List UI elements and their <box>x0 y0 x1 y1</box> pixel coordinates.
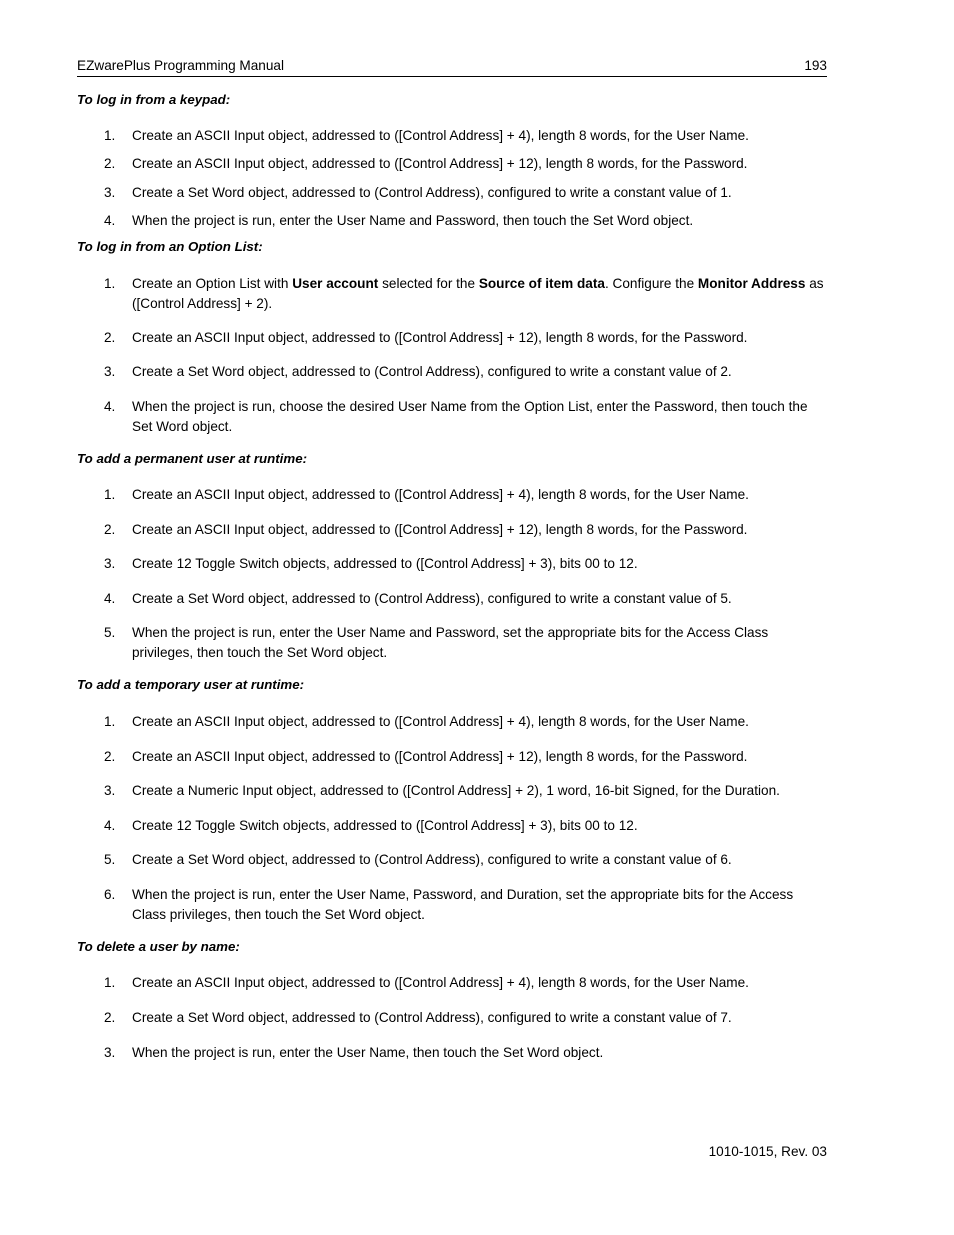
manual-title: EZwarePlus Programming Manual <box>77 58 285 73</box>
list-number: 2. <box>104 522 116 537</box>
list-number: 3. <box>104 364 116 379</box>
text-run: selected for the <box>378 276 479 291</box>
list-number: 4. <box>104 591 116 606</box>
list-number: 1. <box>104 487 116 502</box>
list-number: 6. <box>104 887 116 902</box>
list-number: 1. <box>104 714 116 729</box>
page-header <box>77 57 827 77</box>
list-number: 4. <box>104 213 116 228</box>
section-heading: To log in from a keypad: <box>77 92 231 107</box>
list-text: Create 12 Toggle Switch objects, addressed to ([Control Address] + 3), bits 00 to 12. <box>132 818 638 833</box>
list-text: Create an ASCII Input object, addressed to ([Control Address] + 12), length 8 words, for the Password. <box>132 156 748 171</box>
list-text: Create 12 Toggle Switch objects, addressed to ([Control Address] + 3), bits 00 to 12. <box>132 556 638 571</box>
bold-term: User account <box>292 276 379 291</box>
list-number: 4. <box>104 818 116 833</box>
list-text: When the project is run, choose the desired User Name from the Option List, enter the Password, then touch the Set Word object. <box>132 399 808 434</box>
list-text: Create a Numeric Input object, addressed to ([Control Address] + 2), 1 word, 16-bit Signed, for the Duration. <box>132 783 780 798</box>
list-number: 2. <box>104 749 116 764</box>
text-run: as ([Control Address] + 2). <box>132 276 824 311</box>
list-number: 3. <box>104 556 116 571</box>
list-number: 2. <box>104 1010 116 1025</box>
list-number: 5. <box>104 852 116 867</box>
list-number: 1. <box>104 276 116 291</box>
section-heading: To log in from an Option List: <box>77 239 263 254</box>
list-text: Create an ASCII Input object, addressed to ([Control Address] + 4), length 8 words, for the User Name. <box>132 714 749 729</box>
list-number: 2. <box>104 156 116 171</box>
list-text: Create an ASCII Input object, addressed to ([Control Address] + 4), length 8 words, for the User Name. <box>132 128 749 143</box>
list-text: Create a Set Word object, addressed to (Control Address), configured to write a constant value of 1. <box>132 185 732 200</box>
document-revision: 1010-1015, Rev. 03 <box>708 1144 827 1159</box>
bold-term: Source of item data <box>478 276 605 291</box>
section-heading: To add a temporary user at runtime: <box>77 677 305 692</box>
section-heading: To add a permanent user at runtime: <box>77 451 308 466</box>
list-text: When the project is run, enter the User Name, then touch the Set Word object. <box>132 1045 604 1060</box>
list-text: Create a Set Word object, addressed to (Control Address), configured to write a constant value of 5. <box>132 591 732 606</box>
page-number: 193 <box>804 58 827 73</box>
list-text: Create an ASCII Input object, addressed to ([Control Address] + 12), length 8 words, for the Password. <box>132 330 748 345</box>
section-heading: To delete a user by name: <box>77 939 240 954</box>
list-number: 3. <box>104 1045 116 1060</box>
list-number: 2. <box>104 330 116 345</box>
list-text: Create an ASCII Input object, addressed to ([Control Address] + 12), length 8 words, for the Password. <box>132 522 748 537</box>
list-text: Create a Set Word object, addressed to (Control Address), configured to write a constant value of 2. <box>132 364 732 379</box>
list-text: Create a Set Word object, addressed to (Control Address), configured to write a constant value of 6. <box>132 852 732 867</box>
list-text <box>132 274 827 313</box>
list-text: When the project is run, enter the User Name and Password, then touch the Set Word object. <box>132 213 694 228</box>
text-run: Create an Option List with <box>132 276 293 291</box>
list-text: When the project is run, enter the User Name, Password, and Duration, set the appropriate bits for the Access Class privileges, then touch the Set Word object. <box>132 887 794 922</box>
list-number: 5. <box>104 625 116 640</box>
list-text: Create an ASCII Input object, addressed to ([Control Address] + 4), length 8 words, for the User Name. <box>132 975 749 990</box>
list-number: 1. <box>104 975 116 990</box>
list-text: Create a Set Word object, addressed to (Control Address), configured to write a constant value of 7. <box>132 1010 732 1025</box>
text-run: . Configure the <box>604 276 698 291</box>
list-number: 4. <box>104 399 116 414</box>
bold-term: Monitor Address <box>697 276 806 291</box>
list-number: 3. <box>104 783 116 798</box>
list-text: Create an ASCII Input object, addressed to ([Control Address] + 4), length 8 words, for the User Name. <box>132 487 749 502</box>
list-number: 3. <box>104 185 116 200</box>
list-number: 1. <box>104 128 116 143</box>
list-text: When the project is run, enter the User Name and Password, set the appropriate bits for the Access Class privileges, then touch the Set Word object. <box>132 625 769 660</box>
list-text: Create an ASCII Input object, addressed to ([Control Address] + 12), length 8 words, for the Password. <box>132 749 748 764</box>
